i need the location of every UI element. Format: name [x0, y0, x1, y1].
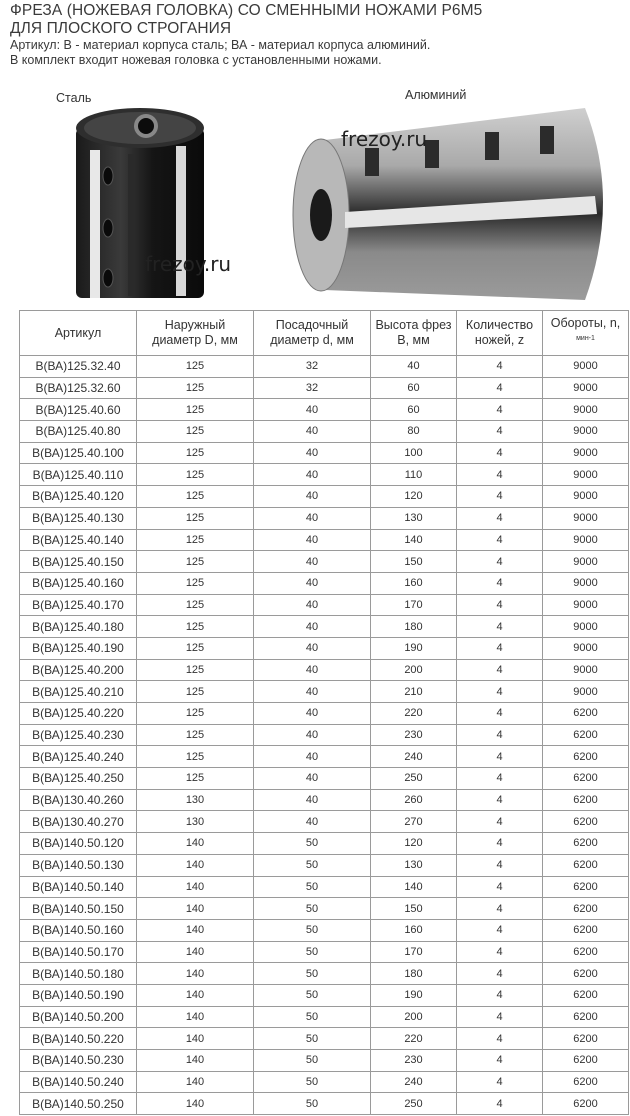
cell-rpm: 6200	[543, 724, 629, 746]
cell-article: В(ВА)125.40.240	[20, 746, 137, 768]
aluminum-label: Алюминий	[405, 88, 467, 102]
cell-knives: 4	[457, 421, 543, 443]
cell-bore-diameter: 50	[254, 1050, 371, 1072]
cell-bore-diameter: 40	[254, 811, 371, 833]
cell-knives: 4	[457, 1028, 543, 1050]
cell-outer-diameter: 125	[137, 703, 254, 725]
cell-rpm: 6200	[543, 789, 629, 811]
cell-height: 230	[371, 1050, 457, 1072]
cell-outer-diameter: 140	[137, 1028, 254, 1050]
cell-knives: 4	[457, 833, 543, 855]
table-row	[20, 1028, 629, 1050]
cell-height: 210	[371, 681, 457, 703]
cell-article: В(ВА)140.50.250	[20, 1093, 137, 1115]
cell-rpm: 9000	[543, 507, 629, 529]
cell-article: В(ВА)125.40.140	[20, 529, 137, 551]
cell-bore-diameter: 40	[254, 551, 371, 573]
table-row	[20, 746, 629, 768]
cell-knives: 4	[457, 898, 543, 920]
note-line-2: В комплект входит ножевая головка с установленными ножами.	[10, 53, 382, 67]
cell-knives: 4	[457, 789, 543, 811]
cell-knives: 4	[457, 941, 543, 963]
cell-outer-diameter: 130	[137, 789, 254, 811]
cell-outer-diameter: 125	[137, 377, 254, 399]
cell-height: 200	[371, 1006, 457, 1028]
rpm-label: Обороты, n,	[550, 316, 621, 331]
cell-outer-diameter: 125	[137, 681, 254, 703]
cell-knives: 4	[457, 703, 543, 725]
cell-knives: 4	[457, 551, 543, 573]
cell-bore-diameter: 32	[254, 356, 371, 378]
cell-height: 230	[371, 724, 457, 746]
cell-rpm: 9000	[543, 399, 629, 421]
cell-knives: 4	[457, 1050, 543, 1072]
cell-height: 80	[371, 421, 457, 443]
cell-knives: 4	[457, 377, 543, 399]
cell-knives: 4	[457, 1071, 543, 1093]
cell-rpm: 6200	[543, 811, 629, 833]
col-height-header: Высота фрез В, мм	[371, 311, 457, 356]
col-article-header: Артикул	[20, 311, 137, 356]
cell-article: В(ВА)125.40.190	[20, 637, 137, 659]
cell-bore-diameter: 50	[254, 876, 371, 898]
cell-bore-diameter: 40	[254, 746, 371, 768]
steel-label: Сталь	[56, 91, 92, 105]
table-body	[20, 356, 629, 1115]
cell-knives: 4	[457, 876, 543, 898]
cell-outer-diameter: 125	[137, 551, 254, 573]
cell-article: В(ВА)125.40.120	[20, 486, 137, 508]
table-row	[20, 616, 629, 638]
cell-outer-diameter: 140	[137, 963, 254, 985]
cell-article: В(ВА)140.50.130	[20, 854, 137, 876]
cell-outer-diameter: 125	[137, 464, 254, 486]
cell-outer-diameter: 140	[137, 919, 254, 941]
cell-knives: 4	[457, 984, 543, 1006]
cell-bore-diameter: 40	[254, 659, 371, 681]
cell-height: 120	[371, 486, 457, 508]
cell-bore-diameter: 40	[254, 442, 371, 464]
cell-height: 180	[371, 963, 457, 985]
steel-cutter-image	[68, 106, 218, 306]
cell-outer-diameter: 140	[137, 876, 254, 898]
table-row	[20, 377, 629, 399]
table-row	[20, 898, 629, 920]
specs-table	[19, 310, 629, 1115]
cell-article: В(ВА)125.32.40	[20, 356, 137, 378]
cell-rpm: 6200	[543, 703, 629, 725]
cell-bore-diameter: 40	[254, 594, 371, 616]
cell-knives: 4	[457, 442, 543, 464]
cell-outer-diameter: 140	[137, 898, 254, 920]
cell-height: 220	[371, 703, 457, 725]
cell-height: 190	[371, 984, 457, 1006]
table-row	[20, 789, 629, 811]
cell-rpm: 6200	[543, 876, 629, 898]
cell-article: В(ВА)125.40.100	[20, 442, 137, 464]
cell-rpm: 6200	[543, 898, 629, 920]
cell-outer-diameter: 140	[137, 941, 254, 963]
cell-rpm: 9000	[543, 464, 629, 486]
cell-knives: 4	[457, 681, 543, 703]
cell-outer-diameter: 130	[137, 811, 254, 833]
cell-height: 250	[371, 768, 457, 790]
cell-rpm: 9000	[543, 637, 629, 659]
col-rpm-header	[543, 311, 629, 356]
cell-outer-diameter: 125	[137, 442, 254, 464]
cell-height: 60	[371, 377, 457, 399]
cell-rpm: 9000	[543, 681, 629, 703]
cell-outer-diameter: 125	[137, 637, 254, 659]
cell-knives: 4	[457, 507, 543, 529]
cell-article: В(ВА)140.50.190	[20, 984, 137, 1006]
cell-bore-diameter: 40	[254, 703, 371, 725]
cell-rpm: 6200	[543, 984, 629, 1006]
table-row	[20, 637, 629, 659]
document-header	[10, 2, 622, 68]
cell-outer-diameter: 140	[137, 1093, 254, 1115]
cell-bore-diameter: 50	[254, 854, 371, 876]
cell-rpm: 9000	[543, 616, 629, 638]
cell-rpm: 6200	[543, 1071, 629, 1093]
cell-outer-diameter: 125	[137, 486, 254, 508]
table-row	[20, 833, 629, 855]
cell-article: В(ВА)125.40.200	[20, 659, 137, 681]
cell-height: 190	[371, 637, 457, 659]
cell-bore-diameter: 50	[254, 984, 371, 1006]
table-row	[20, 529, 629, 551]
cell-height: 220	[371, 1028, 457, 1050]
cell-bore-diameter: 50	[254, 898, 371, 920]
cell-knives: 4	[457, 768, 543, 790]
table-row	[20, 703, 629, 725]
table-header-row	[20, 311, 629, 356]
cell-knives: 4	[457, 356, 543, 378]
cell-rpm: 9000	[543, 486, 629, 508]
cell-rpm: 6200	[543, 941, 629, 963]
cell-knives: 4	[457, 594, 543, 616]
cell-height: 130	[371, 854, 457, 876]
table-row	[20, 941, 629, 963]
cell-height: 250	[371, 1093, 457, 1115]
cell-bore-diameter: 40	[254, 507, 371, 529]
cell-knives: 4	[457, 637, 543, 659]
col-knives-header: Количество ножей, z	[457, 311, 543, 356]
cell-height: 120	[371, 833, 457, 855]
cell-height: 200	[371, 659, 457, 681]
cell-knives: 4	[457, 1093, 543, 1115]
cell-rpm: 9000	[543, 377, 629, 399]
cell-knives: 4	[457, 963, 543, 985]
cell-rpm: 6200	[543, 1050, 629, 1072]
table-row	[20, 963, 629, 985]
table-row	[20, 1050, 629, 1072]
table-row	[20, 421, 629, 443]
cell-outer-diameter: 140	[137, 833, 254, 855]
table-row	[20, 984, 629, 1006]
cell-knives: 4	[457, 572, 543, 594]
cell-height: 170	[371, 941, 457, 963]
table-row	[20, 464, 629, 486]
cell-article: В(ВА)125.32.60	[20, 377, 137, 399]
cell-knives: 4	[457, 811, 543, 833]
cell-knives: 4	[457, 486, 543, 508]
cell-bore-diameter: 40	[254, 789, 371, 811]
cell-article: В(ВА)125.40.250	[20, 768, 137, 790]
cell-bore-diameter: 50	[254, 1071, 371, 1093]
cell-article: В(ВА)140.50.160	[20, 919, 137, 941]
cell-outer-diameter: 125	[137, 724, 254, 746]
product-photos	[0, 80, 630, 308]
watermark-top: frezoy.ru	[341, 127, 428, 151]
cell-height: 150	[371, 551, 457, 573]
col-bore-diameter-header: Посадочный диаметр d, мм	[254, 311, 371, 356]
cell-height: 160	[371, 572, 457, 594]
cell-outer-diameter: 125	[137, 507, 254, 529]
col-outer-diameter-header: Наружный диаметр D, мм	[137, 311, 254, 356]
cell-article: В(ВА)140.50.150	[20, 898, 137, 920]
table-row	[20, 572, 629, 594]
table-row	[20, 507, 629, 529]
cell-height: 240	[371, 1071, 457, 1093]
cell-rpm: 6200	[543, 1006, 629, 1028]
cell-rpm: 6200	[543, 768, 629, 790]
table-row	[20, 442, 629, 464]
cell-rpm: 9000	[543, 572, 629, 594]
cell-bore-diameter: 40	[254, 768, 371, 790]
table-row	[20, 876, 629, 898]
cell-bore-diameter: 50	[254, 963, 371, 985]
cell-outer-diameter: 125	[137, 399, 254, 421]
cell-outer-diameter: 125	[137, 746, 254, 768]
cell-bore-diameter: 40	[254, 421, 371, 443]
cell-rpm: 9000	[543, 442, 629, 464]
cell-height: 140	[371, 529, 457, 551]
cell-knives: 4	[457, 616, 543, 638]
cell-outer-diameter: 125	[137, 594, 254, 616]
cell-bore-diameter: 50	[254, 919, 371, 941]
cell-height: 240	[371, 746, 457, 768]
cell-article: В(ВА)125.40.150	[20, 551, 137, 573]
cell-bore-diameter: 50	[254, 1028, 371, 1050]
table-row	[20, 681, 629, 703]
cell-rpm: 6200	[543, 919, 629, 941]
cell-rpm: 9000	[543, 529, 629, 551]
cell-rpm: 9000	[543, 659, 629, 681]
title-line-2: ДЛЯ ПЛОСКОГО СТРОГАНИЯ	[10, 20, 232, 37]
table-row	[20, 659, 629, 681]
table-row	[20, 1071, 629, 1093]
cell-bore-diameter: 50	[254, 833, 371, 855]
cell-knives: 4	[457, 746, 543, 768]
cell-outer-diameter: 140	[137, 1071, 254, 1093]
cell-height: 170	[371, 594, 457, 616]
cell-outer-diameter: 140	[137, 854, 254, 876]
table-row	[20, 919, 629, 941]
cell-height: 150	[371, 898, 457, 920]
cell-outer-diameter: 125	[137, 572, 254, 594]
cell-bore-diameter: 40	[254, 464, 371, 486]
table-row	[20, 551, 629, 573]
cell-outer-diameter: 125	[137, 356, 254, 378]
cell-height: 40	[371, 356, 457, 378]
cell-outer-diameter: 140	[137, 1050, 254, 1072]
rpm-unit: мин-1	[576, 335, 595, 343]
cell-rpm: 9000	[543, 421, 629, 443]
table-row	[20, 854, 629, 876]
cell-article: В(ВА)125.40.80	[20, 421, 137, 443]
cell-bore-diameter: 50	[254, 1093, 371, 1115]
cell-outer-diameter: 140	[137, 1006, 254, 1028]
cell-height: 140	[371, 876, 457, 898]
cell-bore-diameter: 40	[254, 572, 371, 594]
cell-article: В(ВА)125.40.60	[20, 399, 137, 421]
cell-outer-diameter: 125	[137, 768, 254, 790]
table-row	[20, 811, 629, 833]
cell-knives: 4	[457, 724, 543, 746]
cell-bore-diameter: 40	[254, 399, 371, 421]
cell-height: 260	[371, 789, 457, 811]
cell-outer-diameter: 125	[137, 529, 254, 551]
table-row	[20, 399, 629, 421]
cell-article: В(ВА)125.40.160	[20, 572, 137, 594]
cell-bore-diameter: 40	[254, 529, 371, 551]
cell-height: 180	[371, 616, 457, 638]
cell-article: В(ВА)125.40.130	[20, 507, 137, 529]
table-row	[20, 1093, 629, 1115]
cell-height: 60	[371, 399, 457, 421]
cell-bore-diameter: 40	[254, 616, 371, 638]
cell-article: В(ВА)130.40.260	[20, 789, 137, 811]
aluminum-cutter-image	[285, 100, 625, 306]
cell-rpm: 9000	[543, 551, 629, 573]
cell-article: В(ВА)140.50.170	[20, 941, 137, 963]
cell-outer-diameter: 140	[137, 984, 254, 1006]
cell-article: В(ВА)130.40.270	[20, 811, 137, 833]
cell-article: В(ВА)125.40.170	[20, 594, 137, 616]
cell-height: 130	[371, 507, 457, 529]
title-line-1: ФРЕЗА (НОЖЕВАЯ ГОЛОВКА) СО СМЕННЫМИ НОЖАМИ Р6М5	[10, 2, 483, 19]
cell-article: В(ВА)125.40.220	[20, 703, 137, 725]
watermark-bottom: frezoy.ru	[145, 252, 232, 276]
cell-bore-diameter: 32	[254, 377, 371, 399]
cell-rpm: 6200	[543, 1028, 629, 1050]
cell-height: 270	[371, 811, 457, 833]
cell-article: В(ВА)140.50.220	[20, 1028, 137, 1050]
cell-rpm: 6200	[543, 854, 629, 876]
cell-rpm: 9000	[543, 594, 629, 616]
cell-bore-diameter: 50	[254, 1006, 371, 1028]
cell-article: В(ВА)140.50.240	[20, 1071, 137, 1093]
table-row	[20, 486, 629, 508]
cell-knives: 4	[457, 529, 543, 551]
cell-rpm: 6200	[543, 963, 629, 985]
cell-article: В(ВА)125.40.230	[20, 724, 137, 746]
cell-knives: 4	[457, 1006, 543, 1028]
cell-rpm: 6200	[543, 1093, 629, 1115]
cell-bore-diameter: 40	[254, 637, 371, 659]
cell-knives: 4	[457, 659, 543, 681]
table-row	[20, 724, 629, 746]
note-line-1: Артикул: В - материал корпуса сталь; ВА - материал корпуса алюминий.	[10, 38, 431, 52]
cell-outer-diameter: 125	[137, 421, 254, 443]
cell-bore-diameter: 40	[254, 724, 371, 746]
table-row	[20, 768, 629, 790]
cell-rpm: 9000	[543, 356, 629, 378]
cell-bore-diameter: 40	[254, 681, 371, 703]
cell-bore-diameter: 50	[254, 941, 371, 963]
cell-article: В(ВА)125.40.110	[20, 464, 137, 486]
table-row	[20, 1006, 629, 1028]
table-row	[20, 356, 629, 378]
cell-article: В(ВА)140.50.230	[20, 1050, 137, 1072]
cell-height: 110	[371, 464, 457, 486]
cell-knives: 4	[457, 399, 543, 421]
cell-knives: 4	[457, 464, 543, 486]
cell-rpm: 6200	[543, 746, 629, 768]
cell-rpm: 6200	[543, 833, 629, 855]
cell-article: В(ВА)140.50.200	[20, 1006, 137, 1028]
cell-article: В(ВА)140.50.120	[20, 833, 137, 855]
cell-outer-diameter: 125	[137, 616, 254, 638]
cell-knives: 4	[457, 854, 543, 876]
cell-height: 160	[371, 919, 457, 941]
cell-article: В(ВА)125.40.180	[20, 616, 137, 638]
cell-bore-diameter: 40	[254, 486, 371, 508]
cell-knives: 4	[457, 919, 543, 941]
cell-article: В(ВА)140.50.140	[20, 876, 137, 898]
table-row	[20, 594, 629, 616]
cell-outer-diameter: 125	[137, 659, 254, 681]
cell-article: В(ВА)125.40.210	[20, 681, 137, 703]
cell-article: В(ВА)140.50.180	[20, 963, 137, 985]
cell-height: 100	[371, 442, 457, 464]
